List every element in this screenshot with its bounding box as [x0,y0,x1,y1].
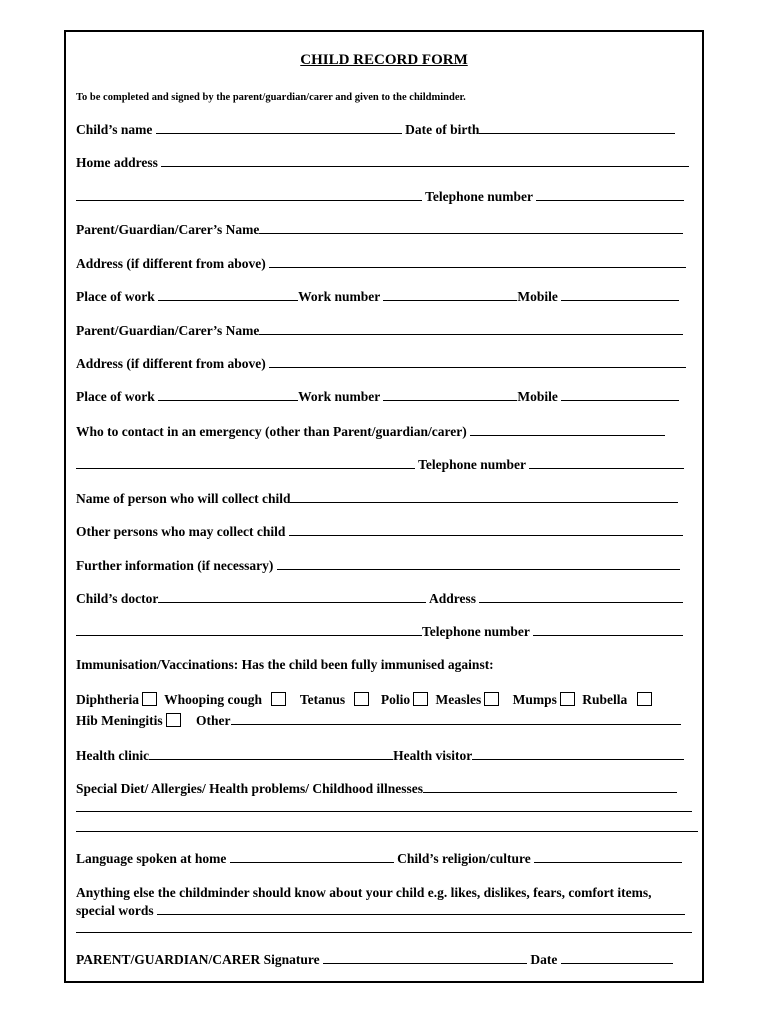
parent2-mobile-label: Mobile [517,389,558,404]
parent1-address-label: Address (if different from above) [76,256,266,271]
form-instruction: To be completed and signed by the parent/guardian/carer and given to the childminder. [76,92,466,103]
row-doctor-telephone [76,623,683,640]
parent1-place-of-work-label: Place of work [76,289,155,304]
row-parent2-work [76,388,679,405]
parent1-work-number-label: Work number [298,289,380,304]
parent2-mobile-field[interactable] [561,388,679,401]
parent1-mobile-label: Mobile [517,289,558,304]
parent1-mobile-field[interactable] [561,288,679,301]
doctor-address-line2-field[interactable] [76,623,422,636]
vaccine-label-hib-meningitis: Hib Meningitis [76,713,163,728]
row-language-religion [76,850,682,867]
health-visitor-field[interactable] [472,747,684,760]
home-address-label: Home address [76,155,158,170]
doctor-address-label: Address [429,591,477,606]
row-emergency-contact [76,423,665,440]
emergency-contact-label: Who to contact in an emergency (other than Parent/guardian/carer) [76,424,467,439]
parent2-work-number-field[interactable] [383,388,517,401]
checkbox-rubella[interactable] [637,692,652,706]
parent2-place-of-work-label: Place of work [76,389,155,404]
parent2-name-field[interactable] [259,322,683,335]
emergency-telephone-label: Telephone number [418,457,526,472]
vaccine-label-polio: Polio [380,692,411,707]
home-telephone-field[interactable] [536,188,684,201]
other-collectors-label: Other persons who may collect child [76,524,286,539]
parent1-place-of-work-field[interactable] [158,288,298,301]
doctor-address-field[interactable] [479,590,683,603]
checkbox-measles[interactable] [484,692,499,706]
row-signature [76,951,673,968]
vaccine-label-rubella: Rubella [582,692,628,707]
other-vaccine-label: Other [196,713,231,728]
emergency-telephone-field[interactable] [529,456,684,469]
row-parent2-name [76,322,683,339]
date-label: Date [530,952,558,967]
date-of-birth-label: Date of birth [405,122,480,137]
telephone-number-label: Telephone number [425,189,533,204]
parent2-work-number-label: Work number [298,389,380,404]
row-vaccines [76,692,656,708]
row-doctor [76,590,683,607]
special-diet-field[interactable] [423,780,677,793]
row-collector [76,490,678,507]
form-title: CHILD RECORD FORM [300,52,468,68]
parent1-name-field[interactable] [259,221,683,234]
special-diet-line2-field[interactable] [76,811,692,812]
special-words-field[interactable] [157,902,685,915]
emergency-contact-line2-field[interactable] [76,456,415,469]
other-vaccine-field[interactable] [231,712,681,725]
anything-else-label: Anything else the childminder should know about your child e.g. likes, dislikes, fears, comfort items, [76,885,652,900]
religion-field[interactable] [534,850,682,863]
other-collectors-field[interactable] [289,523,683,536]
home-address-field[interactable] [161,154,689,167]
checkbox-whooping-cough[interactable] [271,692,286,706]
childs-name-field[interactable] [156,121,402,134]
vaccine-label-whooping-cough: Whooping cough [164,692,263,707]
health-visitor-label: Health visitor [393,748,473,763]
parent2-place-of-work-field[interactable] [158,388,298,401]
parent2-address-label: Address (if different from above) [76,356,266,371]
row-parent2-address [76,355,686,372]
row-health [76,747,684,764]
vaccine-label-diphtheria: Diphtheria [76,692,140,707]
checkbox-hib-meningitis[interactable] [166,713,181,727]
parent2-name-label: Parent/Guardian/Carer’s Name [76,323,260,338]
home-address-line2-field[interactable] [76,188,422,201]
signature-label: PARENT/GUARDIAN/CARER Signature [76,952,320,967]
childs-doctor-label: Child’s doctor [76,591,159,606]
row-parent1-name [76,221,683,238]
parent1-address-field[interactable] [269,255,686,268]
checkbox-tetanus[interactable] [354,692,369,706]
further-info-field[interactable] [277,557,680,570]
language-label: Language spoken at home [76,851,227,866]
doctor-telephone-field[interactable] [533,623,683,636]
checkbox-mumps[interactable] [560,692,575,706]
row-further-info [76,557,680,574]
doctor-telephone-label: Telephone number [422,624,530,639]
checkbox-polio[interactable] [413,692,428,706]
further-info-label: Further information (if necessary) [76,558,274,573]
language-field[interactable] [230,850,394,863]
parent1-work-number-field[interactable] [383,288,517,301]
row-special-words [76,902,685,919]
row-home-address [76,154,689,171]
immunisation-question: Immunisation/Vaccinations: Has the child been fully immunised against: [76,657,494,672]
row-parent1-work [76,288,679,305]
vaccine-label-mumps: Mumps [512,692,557,707]
childs-name-label: Child’s name [76,122,153,137]
row-special-diet [76,780,677,797]
special-diet-line3-field[interactable] [76,831,698,832]
row-home-telephone [76,188,684,205]
special-diet-label: Special Diet/ Allergies/ Health problems/ Childhood illnesses [76,781,424,796]
date-of-birth-field[interactable] [479,121,675,134]
emergency-contact-field[interactable] [470,423,665,436]
row-vaccines-2 [76,712,681,729]
row-parent1-address [76,255,686,272]
row-emergency-telephone [76,456,684,473]
collector-name-label: Name of person who will collect child [76,491,291,506]
anything-else-line2-field[interactable] [76,932,692,933]
health-clinic-field[interactable] [149,747,393,760]
vaccine-label-tetanus: Tetanus [299,692,346,707]
signature-field[interactable] [323,951,527,964]
health-clinic-label: Health clinic [76,748,150,763]
special-words-label: special words [76,903,154,918]
vaccine-label-measles: Measles [435,692,482,707]
checkbox-diphtheria[interactable] [142,692,157,706]
parent1-name-label: Parent/Guardian/Carer’s Name [76,222,260,237]
collector-name-field[interactable] [290,490,678,503]
date-field[interactable] [561,951,673,964]
row-child-name [76,121,675,138]
parent2-address-field[interactable] [269,355,686,368]
row-other-collectors [76,523,683,540]
childs-doctor-field[interactable] [158,590,426,603]
religion-label: Child’s religion/culture [397,851,531,866]
